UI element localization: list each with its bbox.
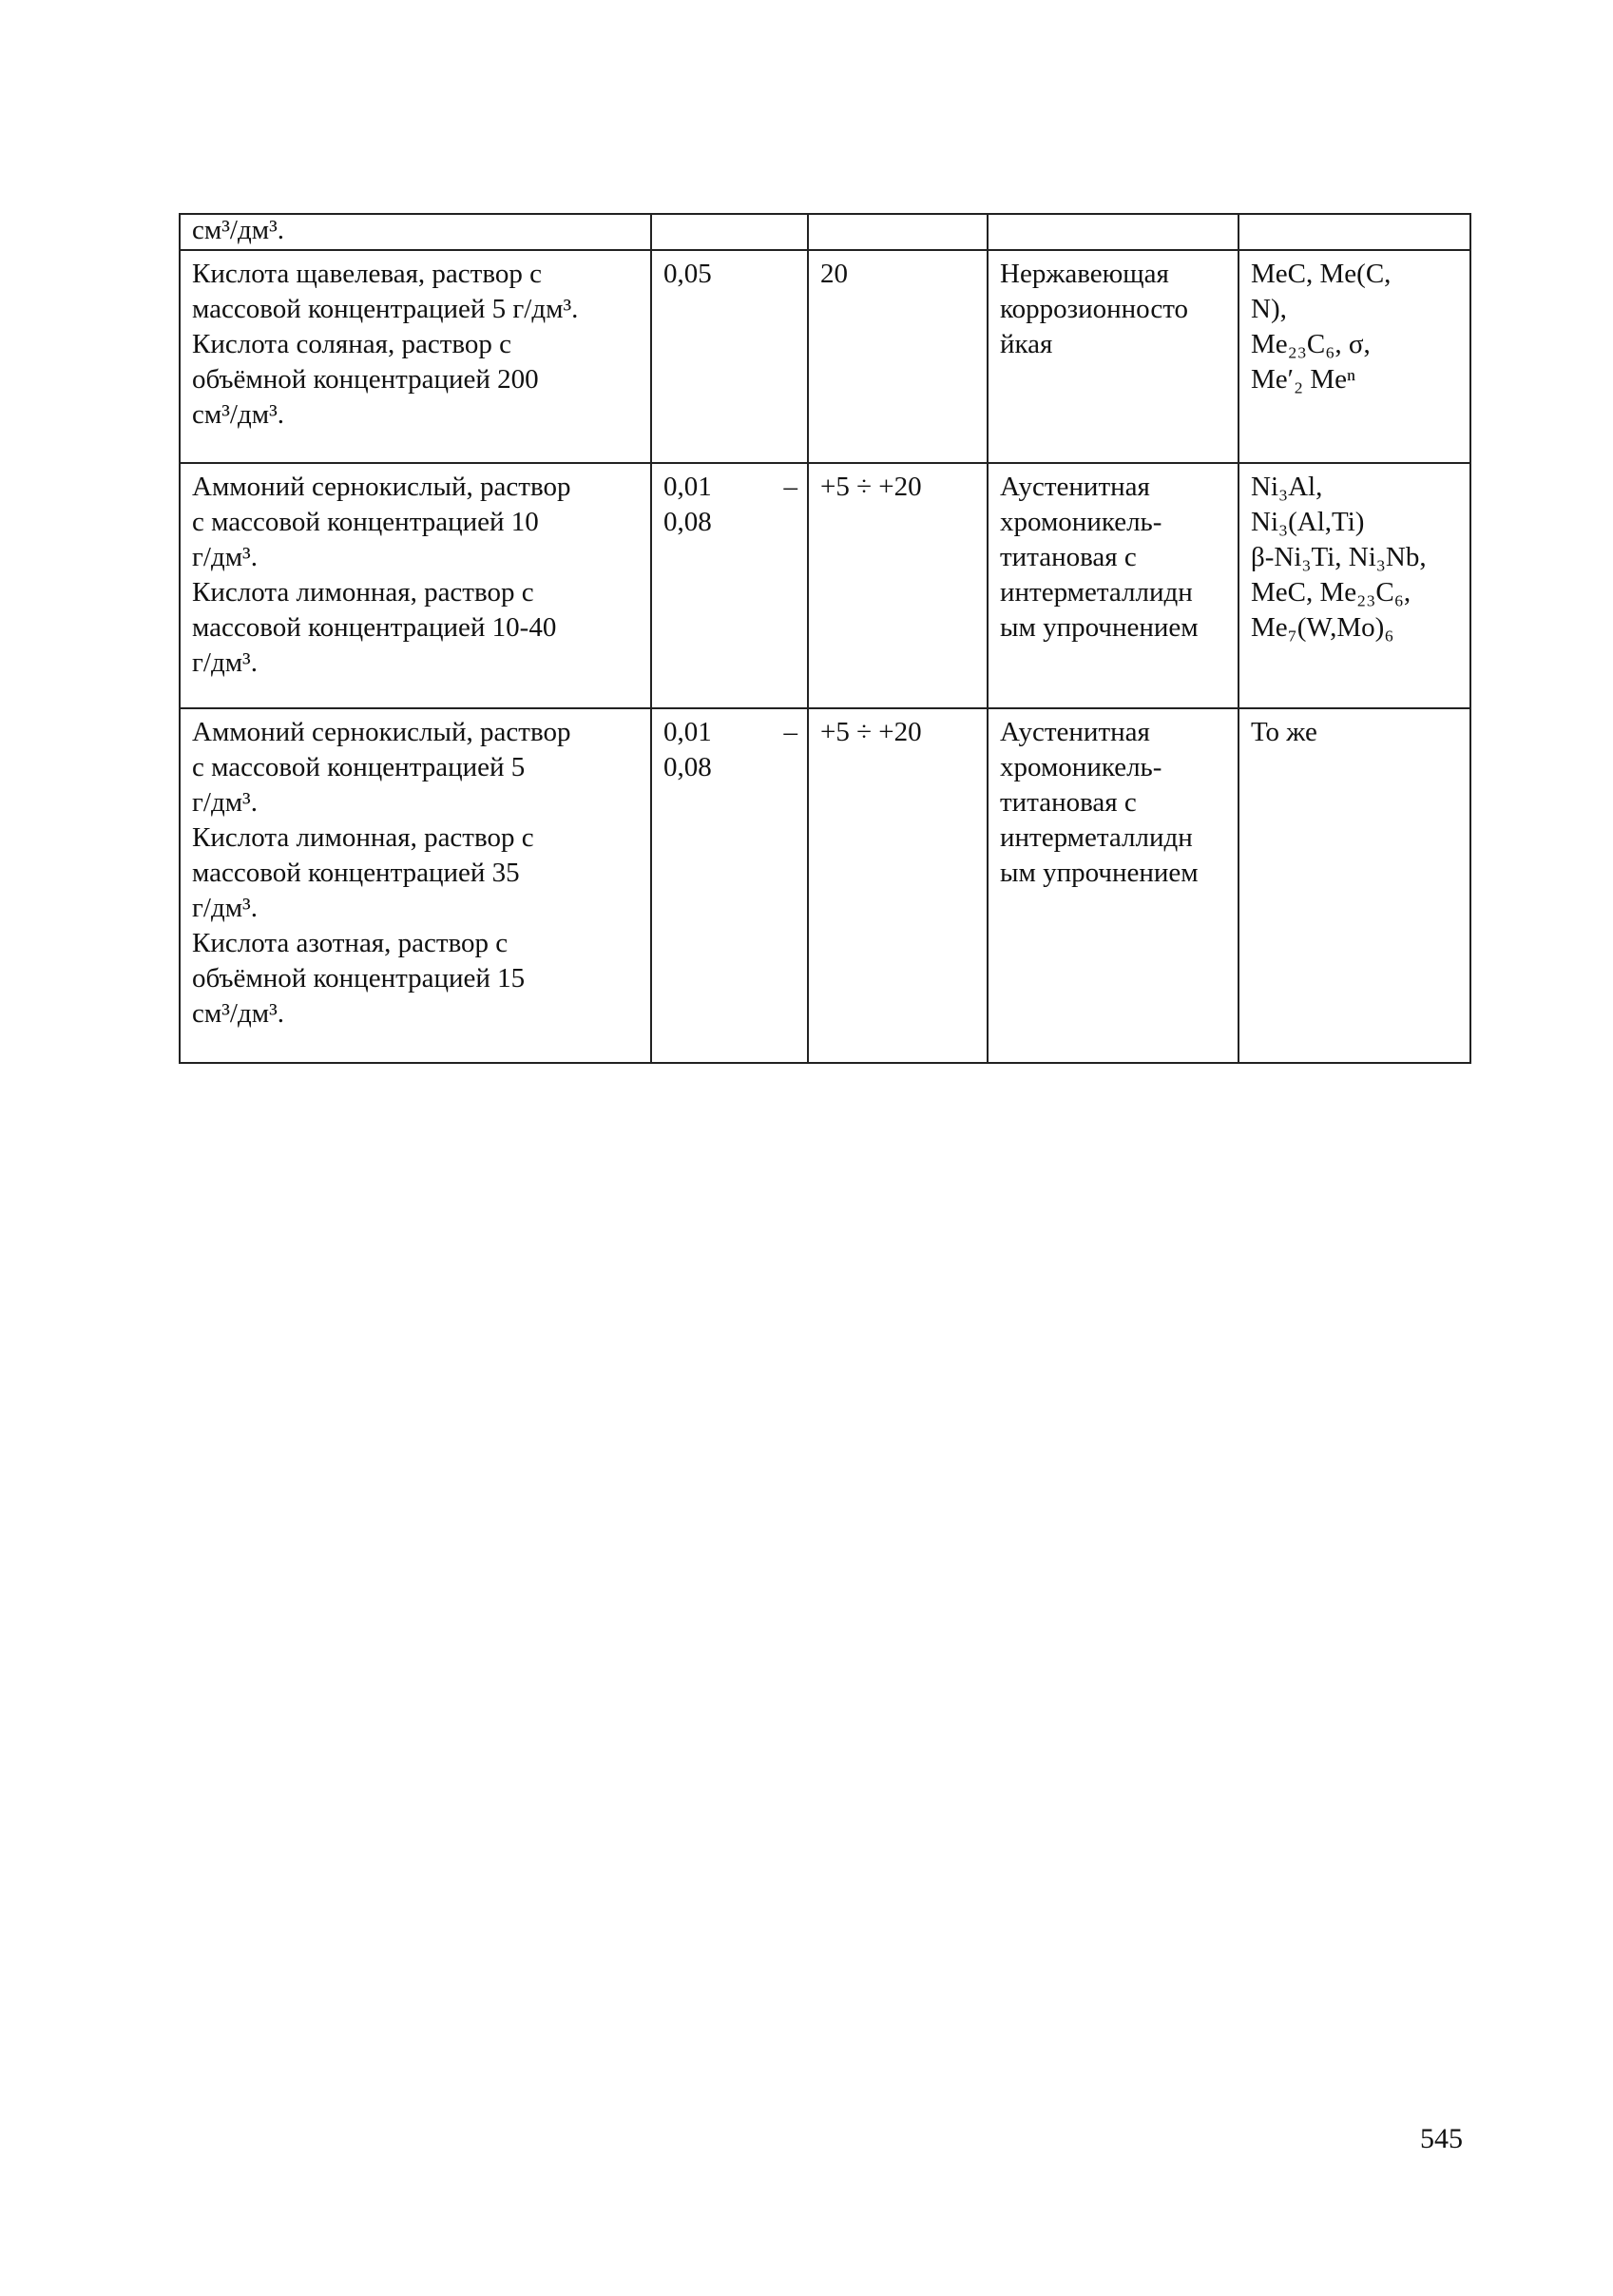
reagent-cell	[180, 708, 651, 1063]
reagent-line: массовой концентрацией 35	[192, 858, 520, 888]
steel-cell	[988, 463, 1239, 708]
temperature-cell	[808, 250, 988, 463]
value-b: 0,08	[663, 507, 712, 537]
reagent-line: Кислота лимонная, раствор с	[192, 577, 534, 608]
steel-line: Аустенитная	[1000, 472, 1150, 502]
steel-cell	[988, 250, 1239, 463]
empty-cell	[1239, 214, 1470, 250]
phase-cell	[1239, 708, 1470, 1063]
value-a: 0,01	[663, 472, 712, 502]
reagent-cell	[180, 463, 651, 708]
reagent-line: Аммоний сернокислый, раствор	[192, 717, 571, 747]
steel-line: коррозионносто	[1000, 294, 1189, 324]
reagent-line: Аммоний сернокислый, раствор	[192, 472, 571, 502]
reagent-line: Кислота щавелевая, раствор с	[192, 259, 542, 289]
empty-cell	[808, 214, 988, 250]
temperature-cell	[808, 708, 988, 1063]
value-cell	[651, 708, 808, 1063]
reagent-line: см³/дм³.	[192, 399, 285, 430]
steel-line: титановая с	[1000, 542, 1137, 572]
steel-line: ым упрочнением	[1000, 858, 1199, 888]
table-row	[180, 463, 1470, 708]
steel-line: ым упрочнением	[1000, 612, 1199, 643]
reagent-cell	[180, 250, 651, 463]
value-b: 0,08	[663, 752, 712, 782]
empty-cell	[651, 214, 808, 250]
phase-line: β-Ni₃Ti, Ni₃Nb,	[1251, 542, 1427, 572]
reagent-cell	[180, 214, 651, 250]
steel-line: титановая с	[1000, 787, 1137, 818]
page-number: 545	[1420, 2123, 1463, 2154]
phase-line: Me₇(W,Mo)₆	[1251, 612, 1394, 643]
empty-cell	[988, 214, 1239, 250]
value-a: 0,01	[663, 717, 712, 747]
table-row	[180, 708, 1470, 1063]
reagent-line: Кислота азотная, раствор с	[192, 928, 509, 958]
phase-line: MeC, Me(C,	[1251, 259, 1392, 289]
steel-line: хромоникель-	[1000, 752, 1162, 782]
reagent-line: с массовой концентрацией 10	[192, 507, 539, 537]
phase-line: Me₂₃C₆, σ,	[1251, 329, 1371, 359]
temperature-value: +5 ÷ +20	[820, 717, 922, 747]
reagent-line: объёмной концентрацией 15	[192, 963, 526, 994]
phase-line: То же	[1251, 717, 1317, 747]
phase-cell	[1239, 250, 1470, 463]
table-row-continuation	[180, 214, 1470, 250]
value-dash: –	[783, 717, 797, 747]
reagent-line: массовой концентрацией 5 г/дм³.	[192, 294, 579, 324]
temperature-value: 20	[820, 259, 848, 289]
table-row	[180, 250, 1470, 463]
phase-line: Me′₂ Meⁿ	[1251, 364, 1356, 395]
phase-cell	[1239, 463, 1470, 708]
temperature-cell	[808, 463, 988, 708]
reagent-line: см³/дм³.	[192, 215, 285, 245]
reagent-line: объёмной концентрацией 200	[192, 364, 539, 395]
value-dash: –	[783, 472, 797, 502]
reagent-table	[179, 213, 1471, 1064]
reagent-line: г/дм³.	[192, 647, 259, 678]
value-a-line	[663, 715, 797, 750]
steel-cell	[988, 708, 1239, 1063]
reagent-line: Кислота соляная, раствор с	[192, 329, 512, 359]
value-cell	[651, 250, 808, 463]
steel-line: йкая	[1000, 329, 1053, 359]
steel-line: интерметаллидн	[1000, 822, 1193, 853]
phase-line: N),	[1251, 294, 1287, 324]
steel-line: интерметаллидн	[1000, 577, 1193, 608]
phase-line: Ni₃Al,	[1251, 472, 1323, 502]
phase-line: Ni₃(Al,Ti)	[1251, 507, 1365, 537]
reagent-line: г/дм³.	[192, 542, 259, 572]
value-cell	[651, 463, 808, 708]
steel-line: Нержавеющая	[1000, 259, 1169, 289]
steel-line: хромоникель-	[1000, 507, 1162, 537]
reagent-line: массовой концентрацией 10-40	[192, 612, 557, 643]
reagent-line: с массовой концентрацией 5	[192, 752, 526, 782]
steel-line: Аустенитная	[1000, 717, 1150, 747]
reagent-line: г/дм³.	[192, 787, 259, 818]
reagent-line: см³/дм³.	[192, 998, 285, 1029]
reagent-line: г/дм³.	[192, 893, 259, 923]
temperature-value: +5 ÷ +20	[820, 472, 922, 502]
value-a: 0,05	[663, 259, 712, 289]
phase-line: MeC, Me₂₃C₆,	[1251, 577, 1411, 608]
value-a-line	[663, 470, 797, 505]
reagent-line: Кислота лимонная, раствор с	[192, 822, 534, 853]
